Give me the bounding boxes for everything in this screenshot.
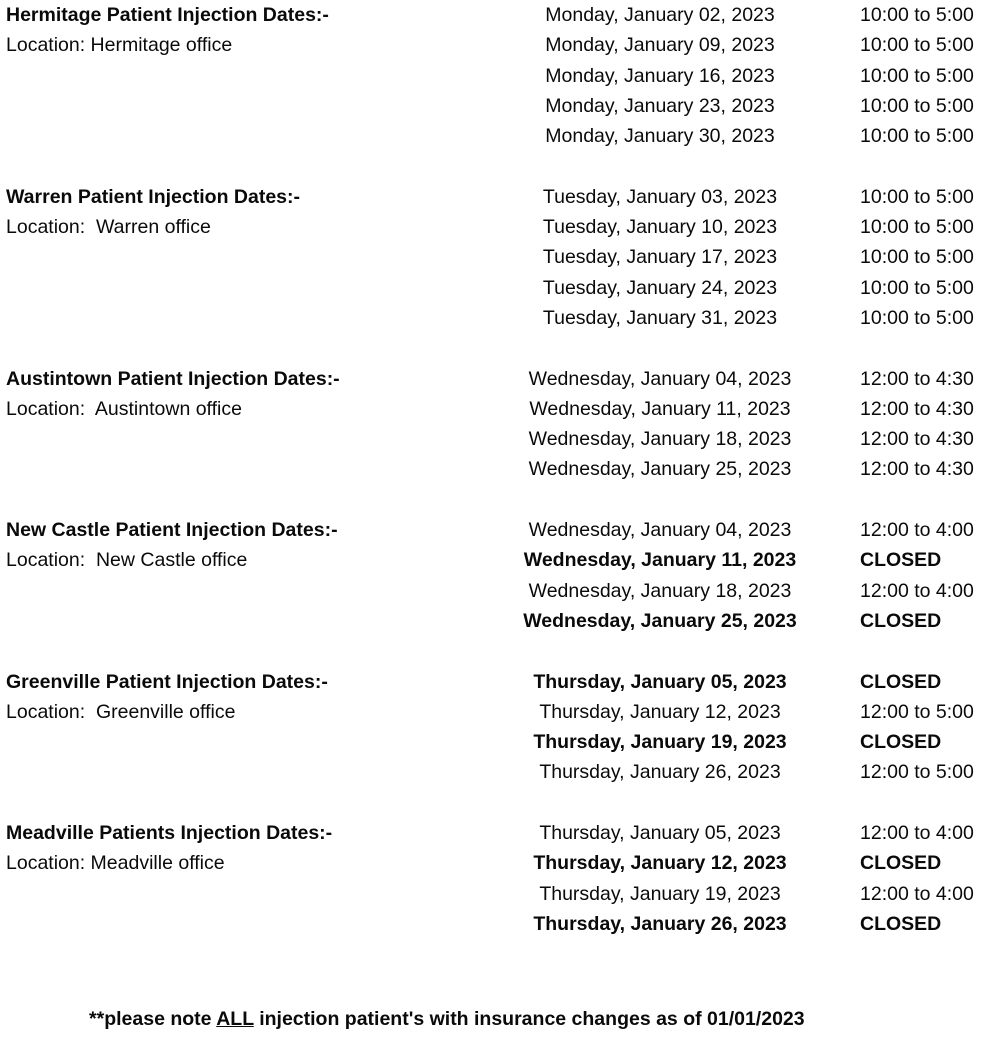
- closed-status: CLOSED: [860, 912, 942, 935]
- label-spacer: [0, 576, 460, 606]
- injection-hours: 10:00 to 5:00: [860, 185, 974, 208]
- injection-date: Thursday, January 05, 2023: [533, 670, 787, 693]
- schedule-row: [0, 303, 996, 333]
- schedule-row: [0, 364, 996, 394]
- section-location: Location: Austintown office: [6, 397, 242, 420]
- injection-date: Tuesday, January 10, 2023: [542, 216, 778, 239]
- injection-hours: 12:00 to 4:00: [860, 519, 974, 542]
- injection-hours: 12:00 to 4:30: [860, 428, 974, 451]
- schedule-row: [0, 91, 996, 121]
- injection-date: Thursday, January 12, 2023: [533, 852, 787, 875]
- section-spacer: [0, 636, 996, 666]
- injection-date: Thursday, January 12, 2023: [539, 700, 781, 723]
- section-location: Location: Meadville office: [6, 852, 225, 875]
- schedule-row: [0, 576, 996, 606]
- injection-hours: 12:00 to 4:00: [860, 579, 974, 602]
- label-spacer: [0, 727, 460, 757]
- label-spacer: [0, 61, 460, 91]
- schedule-section: [0, 515, 996, 636]
- schedule-row: [0, 818, 996, 848]
- section-location: Location: Warren office: [6, 216, 211, 239]
- injection-hours: 12:00 to 5:00: [860, 761, 974, 784]
- injection-date: Wednesday, January 11, 2023: [529, 397, 791, 420]
- section-spacer: [0, 151, 996, 181]
- closed-status: CLOSED: [860, 670, 942, 693]
- injection-hours: 10:00 to 5:00: [860, 246, 974, 269]
- injection-date: Wednesday, January 25, 2023: [523, 609, 797, 632]
- schedule-row: [0, 909, 996, 939]
- footer-note: [0, 985, 872, 1054]
- injection-date: Wednesday, January 18, 2023: [528, 579, 792, 602]
- injection-hours: 10:00 to 5:00: [860, 276, 974, 299]
- schedule-section: [0, 182, 996, 333]
- injection-hours: 12:00 to 4:00: [860, 822, 974, 845]
- schedule-row: [0, 879, 996, 909]
- injection-hours: 10:00 to 5:00: [860, 216, 974, 239]
- label-spacer: [0, 424, 460, 454]
- injection-hours: 12:00 to 4:30: [860, 458, 974, 481]
- injection-date: Thursday, January 05, 2023: [539, 822, 781, 845]
- schedule-row: [0, 848, 996, 878]
- injection-date: Wednesday, January 11, 2023: [523, 549, 797, 572]
- injection-date: Monday, January 16, 2023: [545, 64, 775, 87]
- schedule-row: [0, 545, 996, 575]
- label-spacer: [0, 91, 460, 121]
- injection-date: Tuesday, January 03, 2023: [542, 185, 778, 208]
- schedule-row: [0, 182, 996, 212]
- section-heading: Warren Patient Injection Dates:-: [6, 185, 300, 208]
- schedule-row: [0, 242, 996, 272]
- section-heading: Austintown Patient Injection Dates:-: [6, 367, 340, 390]
- injection-hours: 10:00 to 5:00: [860, 64, 974, 87]
- closed-status: CLOSED: [860, 609, 942, 632]
- section-location: Location: Greenville office: [6, 700, 236, 723]
- closed-status: CLOSED: [860, 852, 942, 875]
- schedule-row: [0, 667, 996, 697]
- injection-hours: 12:00 to 5:00: [860, 700, 974, 723]
- schedule-row: [0, 121, 996, 151]
- injection-date: Thursday, January 26, 2023: [533, 912, 787, 935]
- schedule-row: [0, 424, 996, 454]
- schedule-row: [0, 697, 996, 727]
- injection-hours: 10:00 to 5:00: [860, 94, 974, 117]
- injection-hours: 12:00 to 4:30: [860, 397, 974, 420]
- footer-note-prefix: **please note: [89, 1008, 217, 1030]
- section-spacer: [0, 333, 996, 363]
- schedule-section: [0, 667, 996, 788]
- label-spacer: [0, 879, 460, 909]
- schedule-section: [0, 364, 996, 485]
- injection-hours: 12:00 to 4:30: [860, 367, 974, 390]
- schedule-row: [0, 212, 996, 242]
- schedule-row: [0, 30, 996, 60]
- section-spacer: [0, 485, 996, 515]
- schedule-row: [0, 454, 996, 484]
- injection-date: Tuesday, January 17, 2023: [542, 246, 778, 269]
- injection-hours: 12:00 to 4:00: [860, 882, 974, 905]
- section-heading: Meadville Patients Injection Dates:-: [6, 822, 333, 845]
- injection-date: Wednesday, January 04, 2023: [528, 519, 792, 542]
- schedule-row: [0, 273, 996, 303]
- section-spacer: [0, 788, 996, 818]
- schedule-row: [0, 606, 996, 636]
- injection-hours: 10:00 to 5:00: [860, 4, 974, 26]
- injection-date: Monday, January 30, 2023: [545, 125, 775, 148]
- closed-status: CLOSED: [860, 731, 942, 754]
- schedule-section: [0, 818, 996, 939]
- section-heading: Greenville Patient Injection Dates:-: [6, 670, 328, 693]
- schedule-row: [0, 515, 996, 545]
- schedule-row: [0, 394, 996, 424]
- injection-hours: 10:00 to 5:00: [860, 125, 974, 148]
- injection-date: Wednesday, January 04, 2023: [528, 367, 792, 390]
- label-spacer: [0, 242, 460, 272]
- section-location: Location: New Castle office: [6, 549, 248, 572]
- footer-note-emphasis: ALL: [216, 1008, 254, 1030]
- section-heading: Hermitage Patient Injection Dates:-: [6, 4, 329, 26]
- label-spacer: [0, 606, 460, 636]
- footer-note-suffix: injection patient's with insurance changes as of 01/01/2023: [253, 1008, 805, 1030]
- injection-hours: 10:00 to 5:00: [860, 306, 974, 329]
- injection-date: Wednesday, January 25, 2023: [528, 458, 792, 481]
- label-spacer: [0, 909, 460, 939]
- label-spacer: [0, 121, 460, 151]
- schedule-row: [0, 757, 996, 787]
- injection-date: Tuesday, January 24, 2023: [542, 276, 778, 299]
- injection-hours: 10:00 to 5:00: [860, 34, 974, 57]
- label-spacer: [0, 303, 460, 333]
- injection-date: Monday, January 23, 2023: [545, 94, 775, 117]
- schedule-section: [0, 0, 996, 151]
- injection-date: Thursday, January 19, 2023: [533, 731, 787, 754]
- label-spacer: [0, 273, 460, 303]
- injection-date: Thursday, January 19, 2023: [539, 882, 781, 905]
- label-spacer: [0, 757, 460, 787]
- injection-date: Monday, January 02, 2023: [545, 4, 775, 26]
- schedule-row: [0, 0, 996, 30]
- section-heading: New Castle Patient Injection Dates:-: [6, 519, 338, 542]
- injection-date: Tuesday, January 31, 2023: [542, 306, 778, 329]
- injection-date: Monday, January 09, 2023: [545, 34, 775, 57]
- closed-status: CLOSED: [860, 549, 942, 572]
- section-location: Location: Hermitage office: [6, 34, 233, 57]
- schedule-row: [0, 61, 996, 91]
- injection-date: Wednesday, January 18, 2023: [528, 428, 792, 451]
- label-spacer: [0, 454, 460, 484]
- injection-date: Thursday, January 26, 2023: [539, 761, 781, 784]
- schedule-row: [0, 727, 996, 757]
